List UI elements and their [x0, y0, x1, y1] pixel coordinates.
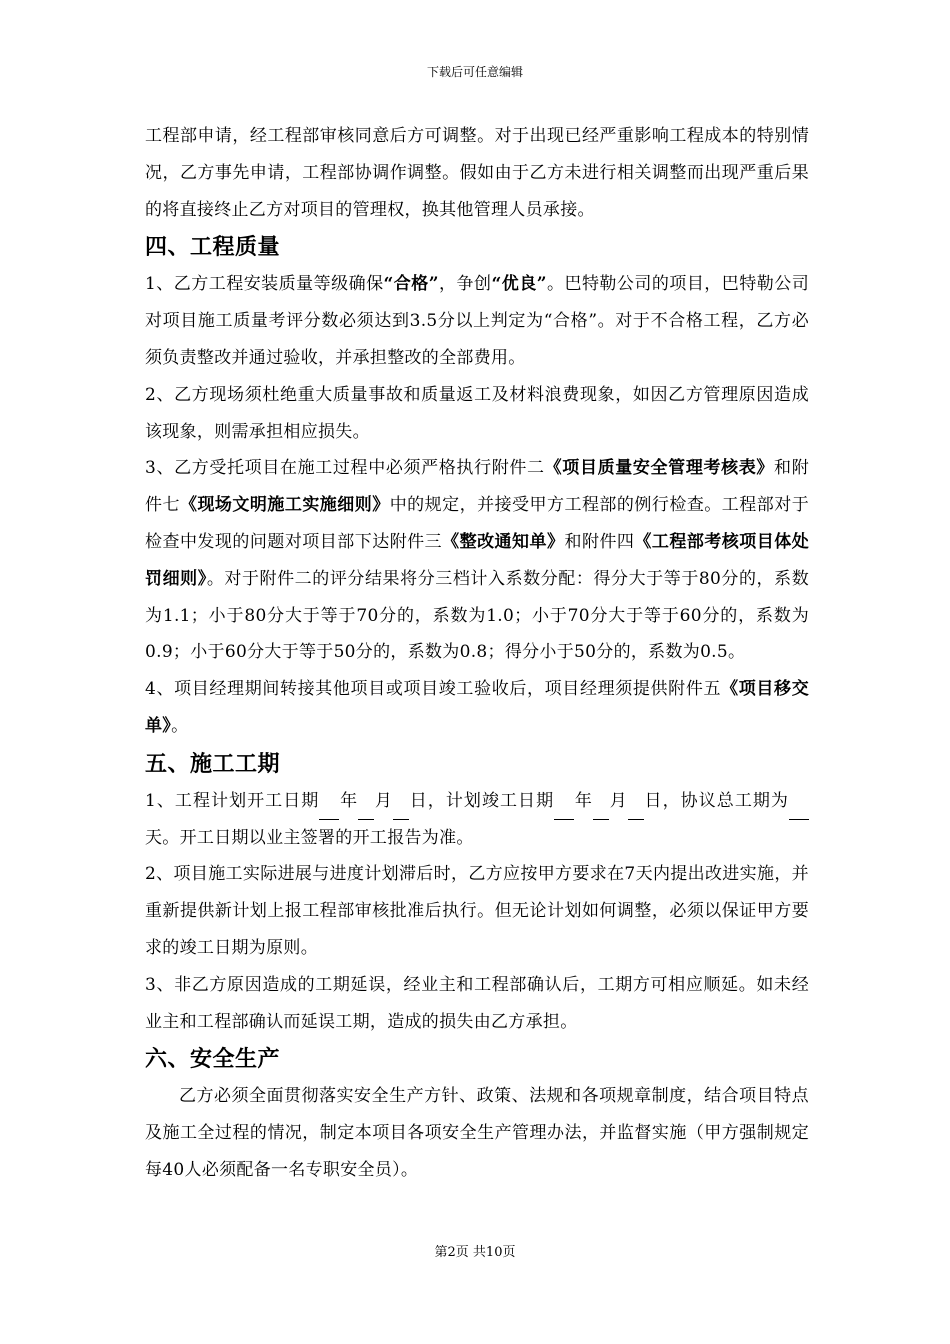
blank-field [789, 800, 809, 820]
bold-term: 《项目移交单》 [145, 679, 810, 736]
text-run: 和附件七 [145, 458, 809, 516]
text-run: 年 [339, 790, 359, 811]
safety-paragraph: 乙方必须全面贯彻落实安全生产方针、政策、法规和各项规章制度，结合项目特点及施工全过程的情况，制定本项目各项安全生产管理办法，并监督实施（甲方强制规定每40人必须配备一名专职安全员）。 [145, 1086, 809, 1180]
quality-clause-3 [145, 450, 809, 671]
blank-field [319, 800, 339, 820]
page-footer: 第2页 共10页 [434, 1245, 516, 1260]
text-run: 1、乙方工程安装质量等级确保 [145, 274, 384, 295]
quality-clause-4 [145, 671, 809, 745]
blank-field [554, 800, 574, 820]
section-heading-schedule: 五、施工工期 [145, 750, 281, 777]
bold-term: “合格” [383, 274, 439, 295]
text-run: 。 [171, 715, 189, 736]
bold-term: “优良” [491, 274, 547, 295]
continuation-paragraph: 工程部申请，经工程部审核同意后方可调整。对于出现已经严重影响工程成本的特别情况，乙方事先申请，工程部协调作调整。假如由于乙方未进行相关调整而出现严重后果的将直接终止乙方对项目的管理权，换其他管理人员承接。 [145, 126, 809, 220]
text-run: 。对于附件二的评分结果将分三档计入系数分配：得分大于等于80分的，系数为1.1；小于80分大于等于70分的，系数为1.0；小于70分大于等于60分的，系数为0.9；小于60分大于等于50分的，系数为0.8；得分小于50分的，系数为0.5。 [145, 568, 810, 663]
section-heading-safety: 六、安全生产 [145, 1046, 281, 1073]
text-run: ，争创 [438, 274, 492, 295]
quality-clause-1 [145, 266, 809, 376]
schedule-clause-3: 3、非乙方原因造成的工期延误，经业主和工程部确认后，工期方可相应顺延。如未经业主和工程部确认而延误工期，造成的损失由乙方承担。 [145, 974, 809, 1032]
text-run: 天。开工日期以业主签署的开工报告为准。 [145, 827, 474, 848]
text-run: 4、项目经理期间转接其他项目或项目竣工验收后，项目经理须提供附件五 [145, 679, 722, 700]
blank-field [358, 800, 374, 820]
text-run: 日，协议总工期为 [643, 790, 789, 811]
text-run: 和附件四 [564, 531, 635, 552]
text-run: 。巴特勒公司的项目，巴特勒公司对项目施工质量考评分数必须达到3.5分以上判定为“合格”。对于不合格工程，乙方必须负责整改并通过验收，并承担整改的全部费用。 [145, 274, 810, 368]
bold-term: 《现场文明施工实施细则》 [179, 495, 390, 516]
text-run: 月 [608, 790, 628, 811]
quality-clause-2: 2、乙方现场须杜绝重大质量事故和质量返工及材料浪费现象，如因乙方管理原因造成该现象，则需承担相应损失。 [145, 384, 809, 442]
text-run: 日，计划竣工日期 [408, 790, 555, 811]
bold-term: 《整改通知单》 [442, 531, 565, 552]
schedule-clause-1 [145, 783, 809, 857]
text-run: 1、工程计划开工日期 [145, 790, 320, 811]
text-run: 中的规定，并接受甲方工程部的例行检查。工程部对于检查中发现的问题对项目部下达附件三 [145, 495, 809, 552]
blank-field [593, 800, 609, 820]
blank-field [628, 800, 644, 820]
bold-term: 《工程部考核项目体处罚细则》 [145, 531, 810, 589]
schedule-clause-2: 2、项目施工实际进展与进度计划滞后时，乙方应按甲方要求在7天内提出改进实施，并重新提供新计划上报工程部审核批准后执行。但无论计划如何调整，必须以保证甲方要求的竣工日期为原则。 [145, 864, 809, 958]
text-run: 年 [574, 790, 593, 811]
blank-field [393, 800, 409, 820]
text-run: 3、乙方受托项目在施工过程中必须严格执行附件二 [145, 458, 545, 479]
text-run: 月 [374, 790, 393, 811]
page-header: 下载后可任意编辑 [426, 65, 523, 79]
document-body [145, 118, 809, 1189]
bold-term: 《项目质量安全管理考核表》 [544, 458, 775, 479]
section-heading-quality: 四、工程质量 [145, 234, 281, 261]
